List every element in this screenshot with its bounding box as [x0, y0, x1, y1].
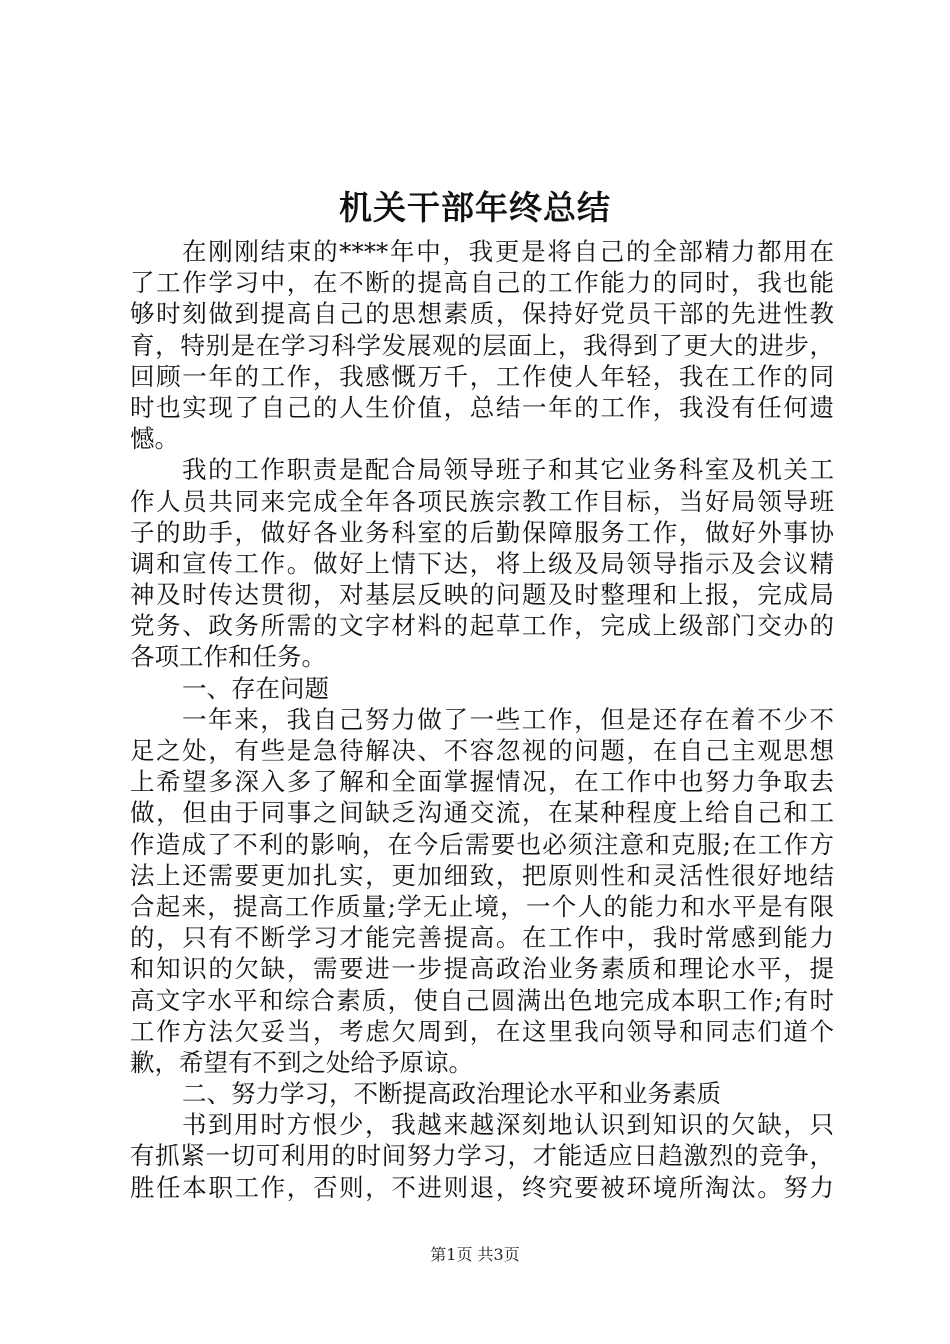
- text-line: 歉，希望有不到之处给予原谅。: [130, 1047, 473, 1077]
- text-line: 神及时传达贯彻，对基层反映的问题及时整理和上报，完成局: [130, 580, 834, 610]
- text-line: 书到用时方恨少，我越来越深刻地认识到知识的欠缺，只: [182, 1110, 834, 1140]
- text-line: 憾。: [130, 424, 179, 454]
- text-line: 各项工作和任务。: [130, 642, 326, 672]
- text-line: 在刚刚结束的****年中，我更是将自己的全部精力都用在: [182, 237, 834, 266]
- text-line: 二、努力学习，不断提高政治理论水平和业务素质: [182, 1079, 721, 1109]
- text-line: 上希望多深入多了解和全面掌握情况，在工作中也努力争取去: [130, 767, 834, 797]
- text-line: 胜任本职工作，否则，不进则退，终究要被环境所淘汰。努力: [130, 1172, 834, 1202]
- text-line: 子的助手，做好各业务科室的后勤保障服务工作，做好外事协: [130, 517, 834, 547]
- text-line: 回顾一年的工作，我感慨万千，工作使人年轻，我在工作的同: [130, 361, 834, 391]
- text-line: 和知识的欠缺，需要进一步提高政治业务素质和理论水平，提: [130, 954, 834, 984]
- text-line: 够时刻做到提高自己的思想素质，保持好党员干部的先进性教: [130, 299, 834, 329]
- text-line: 调和宣传工作。做好上情下达，将上级及局领导指示及会议精: [130, 548, 834, 578]
- text-line: 合起来，提高工作质量;学无止境，一个人的能力和水平是有限: [130, 891, 834, 921]
- text-line: 一、存在问题: [182, 673, 329, 703]
- text-line: 作人员共同来完成全年各项民族宗教工作目标，当好局领导班: [130, 486, 834, 516]
- text-line: 有抓紧一切可利用的时间努力学习，才能适应日趋激烈的竞争，: [130, 1141, 834, 1171]
- text-line: 工作方法欠妥当，考虑欠周到，在这里我向领导和同志们道个: [130, 1016, 834, 1046]
- text-line: 做，但由于同事之间缺乏沟通交流，在某种程度上给自己和工: [130, 798, 834, 828]
- text-line: 党务、政务所需的文字材料的起草工作，完成上级部门交办的: [130, 611, 834, 641]
- document-body: [130, 236, 834, 1203]
- text-line: 时也实现了自己的人生价值，总结一年的工作，我没有任何遗: [130, 392, 834, 422]
- text-line: 的，只有不断学习才能完善提高。在工作中，我时常感到能力: [130, 923, 834, 953]
- text-line: 了工作学习中，在不断的提高自己的工作能力的同时，我也能: [130, 268, 834, 298]
- text-line: 一年来，我自己努力做了一些工作，但是还存在着不少不: [182, 704, 834, 734]
- page-footer: 第1页 共3页: [430, 1245, 520, 1264]
- text-line: 高文字水平和综合素质，使自己圆满出色地完成本职工作;有时: [130, 985, 834, 1015]
- text-line: 我的工作职责是配合局领导班子和其它业务科室及机关工: [182, 455, 834, 485]
- text-line: 法上还需要更加扎实，更加细致，把原则性和灵活性很好地结: [130, 860, 834, 890]
- text-line: 作造成了不利的影响，在今后需要也必须注意和克服;在工作方: [130, 829, 834, 859]
- text-line: 足之处，有些是急待解决、不容忽视的问题，在自己主观思想: [130, 736, 834, 765]
- document-title: 机关干部年终总结: [339, 188, 611, 227]
- text-line: 育，特别是在学习科学发展观的层面上，我得到了更大的进步，: [130, 330, 834, 360]
